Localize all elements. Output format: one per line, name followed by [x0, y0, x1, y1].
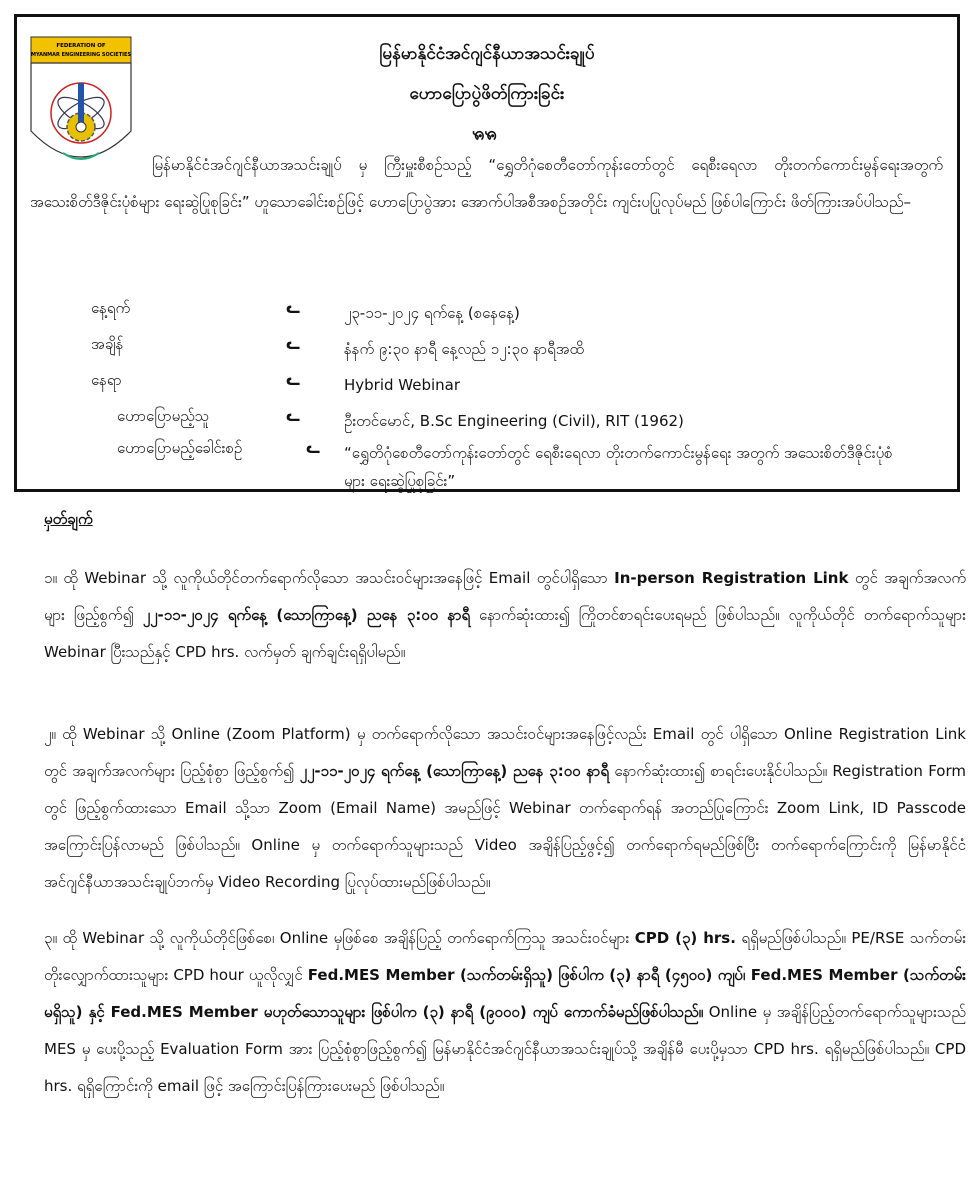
- note-text: ၁။ ထို Webinar သို့ လူကိုယ်တိုင်တက်ရောက်လိုသော အသင်းဝင်များအနေဖြင့် Email တွင်ပါရှိသော: [44, 569, 615, 587]
- invitation-paragraph: မြန်မာနိုင်ငံအင်ဂျင်နီယာအသင်းချုပ် မှ ကြီးမှူးစီစဉ်သည့် “ရွှေတိဂုံစေတီတော်ကုန်းတော်တွင် ရေစီးရေလာ တိုးတက်ကောင်းမွန်ရေးအတွက် အသေးစိတ်ဒီဇိုင်းပုံစံများ ရေးဆွဲပြုစုခြင်း” ဟူသောခေါင်းစဉ်ဖြင့် ဟောပြောပွဲအား အောက်ပါအစီအစဉ်အတိုင်း ကျင်းပပြုလုပ်မည် ဖြစ်ပါကြောင်း ဖိတ်ကြားအပ်ပါသည်–: [30, 156, 943, 211]
- detail-value: ဦးတင်မောင်, B.Sc Engineering (Civil), RIT (1962): [344, 412, 684, 430]
- note-text: ရရှိမည်ဖြစ်ပါသည်။ PE/RSE သက်တမ်းတိုးလျှောက်ထားသူများ CPD hour ယူလိုလျှင်: [44, 929, 967, 984]
- decorative-flourish: ꧯꧯ: [472, 123, 497, 144]
- detail-value: Hybrid Webinar: [344, 376, 461, 394]
- note-text: ၃။ ထို Webinar သို့ လူကိုယ်တိုင်ဖြစ်စေ၊ Online မှဖြစ်စေ အချိန်ပြည့် တက်ရောက်ကြသူ အသင်းဝင်များ: [44, 929, 635, 947]
- invitation-title: ဟောပြောပွဲဖိတ်ကြားခြင်း: [409, 84, 565, 104]
- detail-label: နေ့ရက်: [91, 299, 131, 317]
- notes-heading: မှတ်ချက်: [44, 510, 93, 528]
- note-text: တွင် အချက်အလက်များ ဖြည့်စွက်၍: [44, 569, 966, 624]
- detail-separator-icon: ᓚ: [306, 439, 320, 457]
- deadline-text: ၂၂-၁၁-၂၀၂၄ ရက်နေ့ (သောကြာနေ့) ညနေ ၃:၀၀ နာရီ: [142, 606, 471, 624]
- detail-value: နံနက် ၉:၃၀ နာရီ နေ့လည် ၁၂:၃၀ နာရီအထိ: [344, 340, 584, 358]
- detail-separator-icon: ᓚ: [286, 371, 300, 389]
- detail-separator-icon: ᓚ: [286, 407, 300, 425]
- registration-link-label: In-person Registration Link: [614, 569, 849, 587]
- note-text: ၂။ ထို Webinar သို့ Online (Zoom Platform) မှ တက်ရောက်လိုသော အသင်းဝင်များအနေဖြင့်လည်း Email တွင် ပါရှိသော Online Registration Link တွင် အချက်အလက်များ ပြည့်စုံစွာ ဖြည့်စွက်၍: [44, 725, 966, 780]
- detail-label: ဟောပြောမည့်ခေါင်းစဉ်: [117, 439, 243, 457]
- note-paragraph-2: [44, 716, 966, 901]
- svg-text:FEDERATION OF: FEDERATION OF: [56, 43, 106, 49]
- detail-separator-icon: ᓚ: [286, 299, 300, 317]
- svg-text:MYANMAR ENGINEERING SOCIETIES: MYANMAR ENGINEERING SOCIETIES: [30, 52, 132, 58]
- organization-title: မြန်မာနိုင်ငံအင်ဂျင်နီယာအသင်းချုပ်: [379, 44, 595, 64]
- fee-text: Fed.MES Member (သက်တမ်းရှိသူ) ဖြစ်ပါက (၃) နာရီ (၄၅၀၀) ကျပ်၊ Fed.MES Member (သက်တမ်းမရှိသူ) နှင့် Fed.MES Member မဟုတ်သောသူများ ဖြစ်ပါက (၃) နာရီ (၉၀၀၀) ကျပ် ကောက်ခံမည်ဖြစ်ပါသည်။: [44, 966, 966, 1021]
- note-paragraph-3: [44, 920, 966, 1105]
- cpd-hours-text: CPD (၃) hrs.: [634, 929, 736, 947]
- note-paragraph-1: [44, 560, 966, 671]
- detail-label: အချိန်: [91, 335, 124, 353]
- detail-value: ၂၃-၁၁-၂၀၂၄ ရက်နေ့ (စနေနေ့): [344, 304, 520, 322]
- detail-separator-icon: ᓚ: [286, 335, 300, 353]
- note-text: နောက်ဆုံးထား၍ ကြိုတင်စာရင်းပေးရမည် ဖြစ်ပါသည်။ လူကိုယ်တိုင် တက်ရောက်သူများ Webinar ပြီးသည်နှင့် CPD hrs. လက်မှတ် ချက်ချင်းရရှိပါမည်။: [44, 606, 967, 661]
- note-text: Online မှ အချိန်ပြည့်တက်ရောက်သူများသည် MES မှ ပေးပို့သည့် Evaluation Form အား ပြည့်စုံစွာဖြည့်စွက်၍ မြန်မာနိုင်ငံအင်ဂျင်နီယာအသင်းချုပ်သို့ အချိန်မီ ပေးပို့မှသာ CPD hrs. ရရှိမည်ဖြစ်ပါသည်။ CPD hrs. ရရှိကြောင်းကို email ဖြင့် အကြောင်းပြန်ကြားပေးမည် ဖြစ်ပါသည်။: [44, 1003, 966, 1095]
- detail-label: ဟောပြောမည့်သူ: [117, 407, 210, 425]
- note-text: နောက်ဆုံးထား၍ စာရင်းပေးနိုင်ပါသည်။ Registration Form တွင် ဖြည့်စွက်ထားသော Email သို့သာ Zoom (Email Name) အမည်ဖြင့် Webinar တက်ရောက်ရန် အတည်ပြုကြောင်း Zoom Link, ID Passcode အကြောင်းပြန်လာမည် ဖြစ်ပါသည်။ Online မှ တက်ရောက်သူများသည် Video အချိန်ပြည့်ဖွင့်၍ တက်ရောက်ရမည်ဖြစ်ပြီး တက်ရောက်ကြောင်းကို မြန်မာနိုင်ငံအင်ဂျင်နီယာအသင်းချုပ်ဘက်မှ Video Recording ပြုလုပ်ထားမည်ဖြစ်ပါသည်။: [44, 762, 966, 891]
- deadline-text: ၂၂-၁၁-၂၀၂၄ ရက်နေ့ (သောကြာနေ့) ညနေ ၃:၀၀ နာရီ: [299, 762, 609, 780]
- detail-label: နေရာ: [91, 371, 122, 389]
- detail-value: “ရွှေတိဂုံစေတီတော်ကုန်းတော်တွင် ရေစီးရေလာ တိုးတက်ကောင်းမွန်ရေး အတွက် အသေးစိတ်ဒီဇိုင်းပုံစံများ ရေးဆွဲပြုစုခြင်း”: [344, 444, 893, 490]
- invitation-box: [14, 14, 960, 492]
